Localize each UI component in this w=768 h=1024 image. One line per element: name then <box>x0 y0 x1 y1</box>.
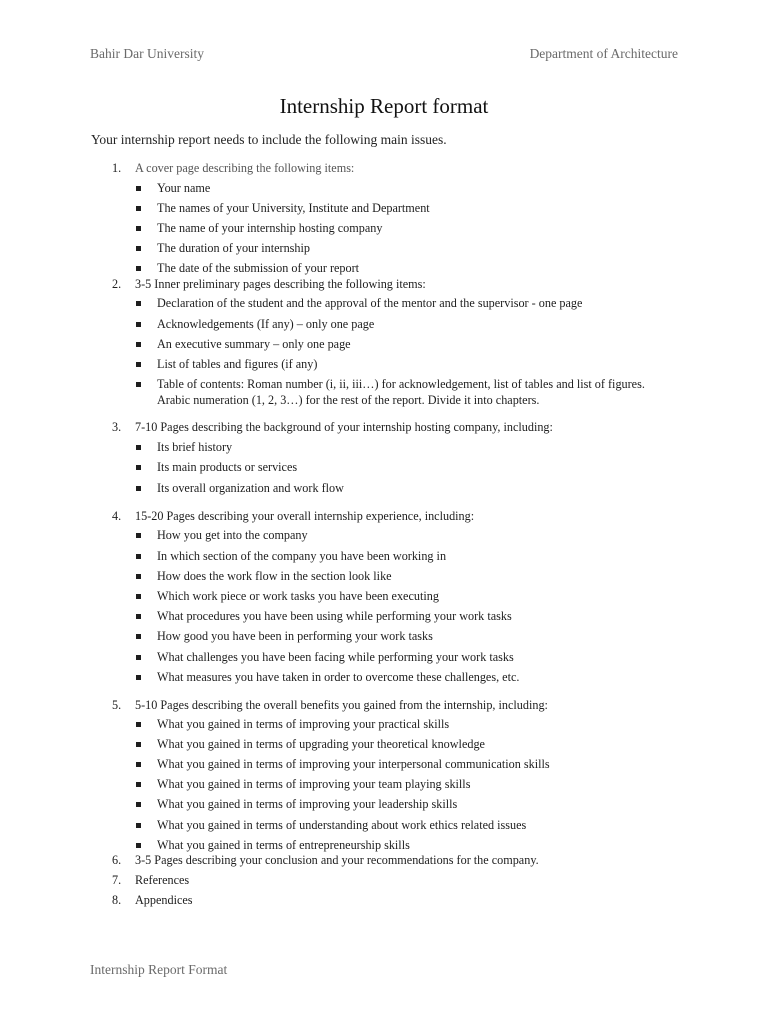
bullet-icon <box>136 574 141 579</box>
list-item: What procedures you have been using while performing your work tasks <box>157 609 512 623</box>
bullet-icon <box>136 802 141 807</box>
header-department: Department of Architecture <box>529 46 678 61</box>
section-heading: 3-5 Pages describing your conclusion and your recommendations for the company. <box>135 853 539 867</box>
bullet-icon <box>136 675 141 680</box>
list-item: What you gained in terms of improving your leadership skills <box>157 797 458 811</box>
bullet-icon <box>136 533 141 538</box>
list-item: Declaration of the student and the approval of the mentor and the supervisor - one page <box>157 296 583 310</box>
list-number: 2. <box>112 277 122 291</box>
bullet-icon <box>136 362 141 367</box>
bullet-icon <box>136 655 141 660</box>
bullet-icon <box>136 445 141 450</box>
list-item: How good you have been in performing your work tasks <box>157 629 433 643</box>
bullet-icon <box>136 486 141 491</box>
list-item: What you gained in terms of upgrading your theoretical knowledge <box>157 737 485 751</box>
list-number: 6. <box>112 853 122 867</box>
list-item: The names of your University, Institute and Department <box>157 201 430 215</box>
page-title: Internship Report format <box>279 94 489 118</box>
list-item: Which work piece or work tasks you have been executing <box>157 589 439 603</box>
bullet-icon <box>136 342 141 347</box>
section-heading: References <box>135 873 190 887</box>
bullet-icon <box>136 742 141 747</box>
list-number: 5. <box>112 698 122 712</box>
list-item: What measures you have taken in order to overcome these challenges, etc. <box>157 670 520 684</box>
bullet-icon <box>136 246 141 251</box>
section-heading: Appendices <box>135 893 193 907</box>
section-heading: 7-10 Pages describing the background of your internship hosting company, including: <box>135 420 553 434</box>
list-item: Your name <box>157 181 211 195</box>
bullet-icon <box>136 634 141 639</box>
bullet-icon <box>136 226 141 231</box>
list-item: List of tables and figures (if any) <box>157 357 318 371</box>
list-item: Table of contents: Roman number (i, ii, iii…) for acknowledgement, list of tables and list of figures. <box>157 377 645 391</box>
bullet-icon <box>136 594 141 599</box>
list-item: What you gained in terms of understanding about work ethics related issues <box>157 818 527 832</box>
list-item: What you gained in terms of improving your practical skills <box>157 717 450 731</box>
list-number: 7. <box>112 873 122 887</box>
page-footer: Internship Report Format <box>90 962 228 977</box>
header-university: Bahir Dar University <box>90 46 204 61</box>
list-item: How does the work flow in the section look like <box>157 569 392 583</box>
list-item: What you gained in terms of entrepreneurship skills <box>157 838 410 852</box>
bullet-icon <box>136 301 141 306</box>
list-number: 1. <box>112 161 122 175</box>
bullet-icon <box>136 266 141 271</box>
list-item: The date of the submission of your report <box>157 261 360 275</box>
list-item: What challenges you have been facing while performing your work tasks <box>157 650 514 664</box>
bullet-icon <box>136 322 141 327</box>
bullet-icon <box>136 843 141 848</box>
list-item: Its overall organization and work flow <box>157 481 344 495</box>
list-item: The duration of your internship <box>157 241 310 255</box>
bullet-icon <box>136 206 141 211</box>
list-number: 3. <box>112 420 122 434</box>
bullet-icon <box>136 554 141 559</box>
bullet-icon <box>136 382 141 387</box>
bullet-icon <box>136 465 141 470</box>
bullet-icon <box>136 614 141 619</box>
section-heading: 5-10 Pages describing the overall benefits you gained from the internship, including: <box>135 698 548 712</box>
section-heading: 15-20 Pages describing your overall internship experience, including: <box>135 509 475 523</box>
bullet-icon <box>136 722 141 727</box>
section-heading: A cover page describing the following items: <box>135 161 355 175</box>
list-item: Its brief history <box>157 440 233 454</box>
list-number: 4. <box>112 509 122 523</box>
bullet-icon <box>136 823 141 828</box>
list-item: Acknowledgements (If any) – only one page <box>157 317 375 331</box>
list-item: The name of your internship hosting company <box>157 221 383 235</box>
intro-paragraph: Your internship report needs to include the following main issues. <box>91 132 447 147</box>
list-item: An executive summary – only one page <box>157 337 351 351</box>
list-item: What you gained in terms of improving your team playing skills <box>157 777 471 791</box>
bullet-icon <box>136 782 141 787</box>
list-item: Its main products or services <box>157 460 298 474</box>
list-number: 8. <box>112 893 122 907</box>
list-item: In which section of the company you have been working in <box>157 549 447 563</box>
list-item: What you gained in terms of improving your interpersonal communication skills <box>157 757 550 771</box>
section-heading: 3-5 Inner preliminary pages describing the following items: <box>135 277 426 291</box>
bullet-icon <box>136 762 141 767</box>
bullet-icon <box>136 186 141 191</box>
list-item: How you get into the company <box>157 528 308 542</box>
list-item-continuation: Arabic numeration (1, 2, 3…) for the rest of the report. Divide it into chapters. <box>157 393 540 407</box>
